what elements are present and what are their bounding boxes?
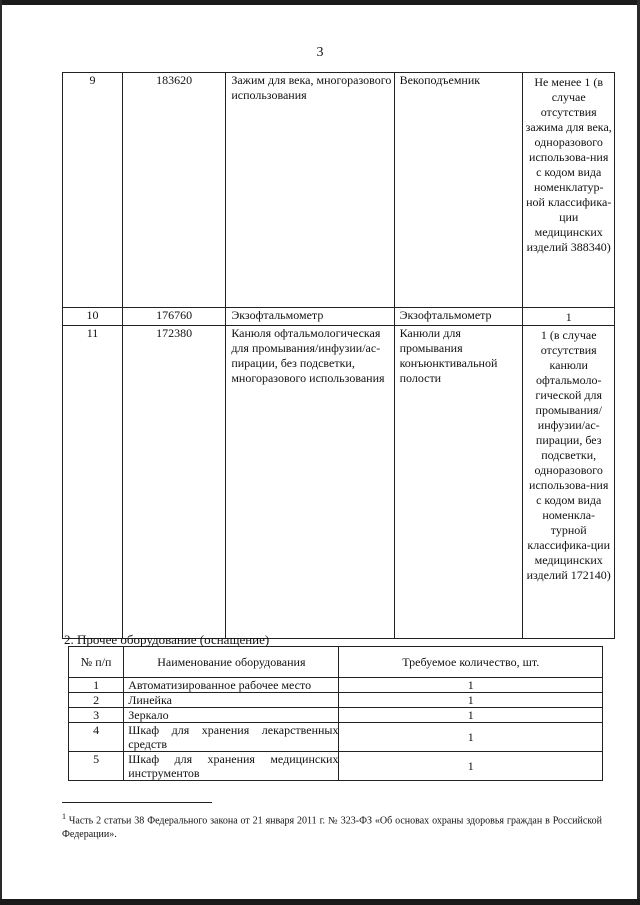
- row-qty: Не менее 1 (в случае отсутствия зажима для века, одноразового использова-ния с кодом вида номенклатур-ной классифика-ции медицинских изделий 388340): [523, 73, 615, 308]
- row-code: 176760: [122, 308, 225, 326]
- scan-edge-bottom: [0, 899, 640, 905]
- footnote-text: Часть 2 статьи 38 Федерального закона от 21 января 2011 г. № 323-ФЗ «Об основах охраны здоровья граждан в Российской Федерации».: [62, 815, 603, 841]
- row-name: Зажим для века, многоразового использования: [226, 73, 394, 308]
- row-number: 11: [63, 326, 123, 639]
- table-row: [63, 326, 615, 639]
- other-equipment-table: [68, 646, 603, 781]
- table-row: [69, 678, 603, 693]
- row-type: Экзофтальмометр: [394, 308, 523, 326]
- footnote-mark: 1: [62, 812, 66, 821]
- page-number: 3: [316, 45, 324, 60]
- row-number: 5: [69, 752, 124, 781]
- row-name: Экзофтальмометр: [226, 308, 394, 326]
- table-header-row: [69, 647, 603, 678]
- row-qty: 1: [339, 693, 603, 708]
- row-code: 172380: [122, 326, 225, 639]
- section-title: 2. Прочее оборудование (оснащение): [64, 632, 270, 647]
- table-row: [69, 723, 603, 752]
- table-row: [69, 708, 603, 723]
- row-name: Зеркало: [124, 708, 339, 723]
- row-name: Шкаф для хранения медицинских инструментов: [124, 752, 339, 781]
- header-number: № п/п: [69, 647, 124, 678]
- row-qty: 1: [523, 308, 615, 326]
- footnote: [62, 810, 602, 842]
- row-code: 183620: [122, 73, 225, 308]
- row-qty: 1: [339, 708, 603, 723]
- table-row: [69, 752, 603, 781]
- row-qty: 1: [339, 723, 603, 752]
- row-number: 2: [69, 693, 124, 708]
- row-type: Канюли для промывания конъюнктивальной полости: [394, 326, 523, 639]
- row-type: Векоподъемник: [394, 73, 523, 308]
- table-row: [63, 73, 615, 308]
- footnote-divider: [62, 802, 212, 803]
- table-row: [63, 308, 615, 326]
- row-qty: 1: [339, 678, 603, 693]
- row-number: 10: [63, 308, 123, 326]
- row-number: 1: [69, 678, 124, 693]
- equipment-main-table: [62, 72, 615, 639]
- row-name: Шкаф для хранения лекарственных средств: [124, 723, 339, 752]
- row-qty: 1: [339, 752, 603, 781]
- header-name: Наименование оборудования: [124, 647, 339, 678]
- row-name: Канюля офтальмологическая для промывания/инфузии/ас-пирации, без подсветки, многоразового использования: [226, 326, 394, 639]
- scan-edge-left: [0, 0, 2, 905]
- header-qty: Требуемое количество, шт.: [339, 647, 603, 678]
- table-row: [69, 693, 603, 708]
- row-name: Линейка: [124, 693, 339, 708]
- row-name: Автоматизированное рабочее место: [124, 678, 339, 693]
- scan-edge-top: [0, 0, 640, 5]
- row-number: 4: [69, 723, 124, 752]
- row-qty: 1 (в случае отсутствия канюли офтальмоло-гической для промывания/ инфузии/ас-пирации, без подсветки, одноразового использова-ния с кодом вида номенкла-турной классифика-ции медицинских изделий 172140): [523, 326, 615, 639]
- row-number: 9: [63, 73, 123, 308]
- row-number: 3: [69, 708, 124, 723]
